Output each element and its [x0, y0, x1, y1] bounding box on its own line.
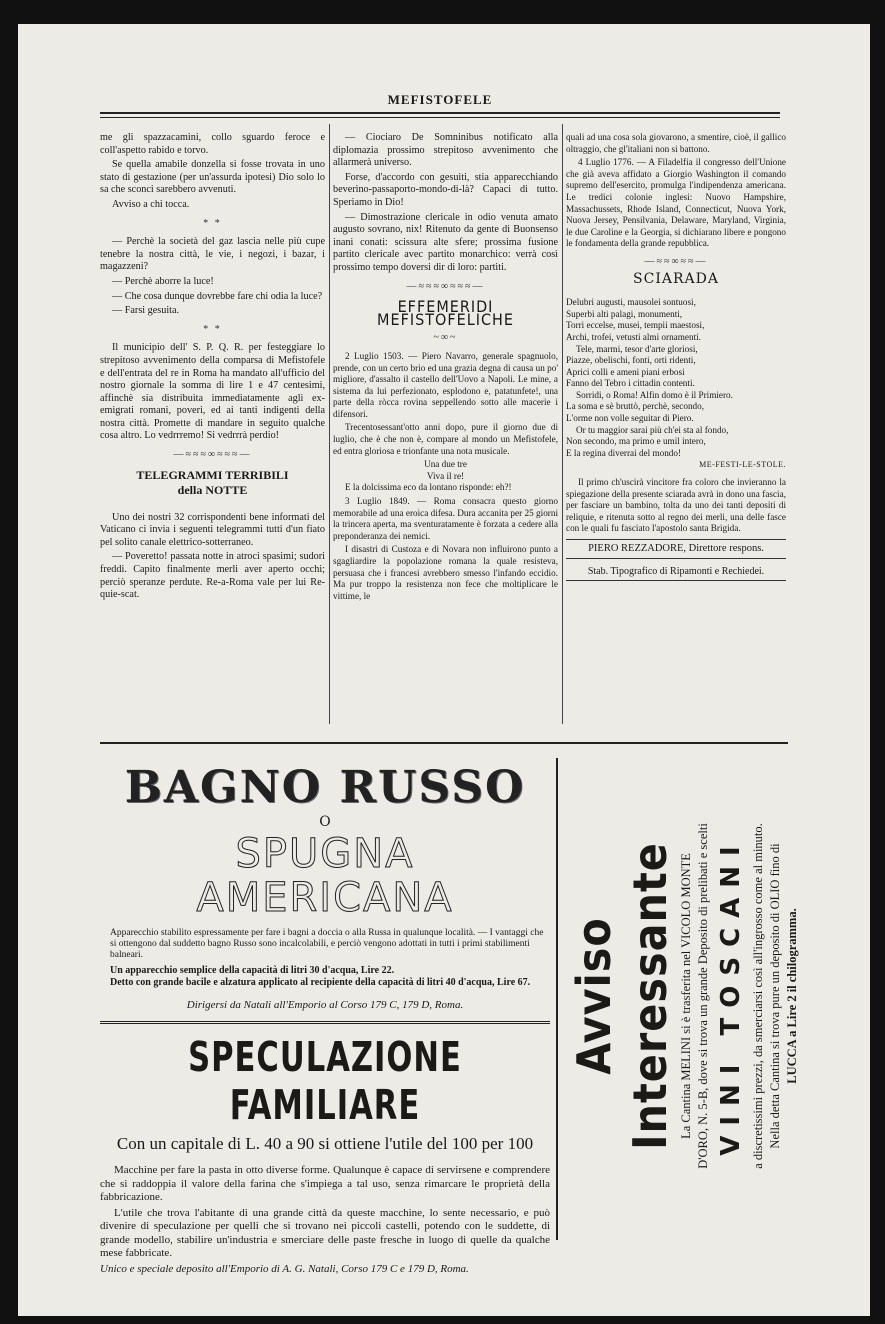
paragraph: — Ciociaro De Somninibus notificato alla diplomazia prossimo strepitoso avvenimento che allarmerà universo. — [333, 132, 558, 169]
ad-avviso-line: LUCCA a Lire 2 il chilogramma. — [785, 908, 799, 1084]
paragraph: — Poveretto! passata notte in atroci spasimi; sudori freddi. Capito finalmente merli aver aperto occhi; perciò speranze perdute. Re-a-Roma vale per lui Re-quie-scat. — [100, 551, 325, 601]
paragraph: — Che cosa dunque dovrebbe fare chi odia la luce? — [112, 290, 323, 302]
column-1 — [100, 132, 325, 604]
verse-line: Viva il re! — [426, 470, 465, 481]
poem-line: Tele, marmi, tesor d'arte gloriosi, — [576, 343, 698, 354]
ad-spec-subtitle: Con un capitale di L. 40 a 90 si ottiene l'utile del 100 per 100 — [116, 1134, 534, 1153]
ad-bagno-title: BAGNO RUSSO — [124, 762, 526, 813]
ad-bagno-subtitle: SPUGNA AMERICANA — [196, 831, 454, 921]
section-title-line: TELEGRAMMI TERRIBILI — [136, 467, 289, 482]
advertisements-left — [100, 750, 550, 1278]
column-2 — [333, 132, 558, 604]
paragraph: Macchine per fare la pasta in otto diverse forme. Qualunque è capace di servirsene e comprendere che si raddoppia il valore della farina che s'impiega a tal uso, senza rimarcare le proprietà della fabbricazione. — [100, 1164, 550, 1203]
paragraph: — Perchè aborre la luce! — [112, 275, 214, 287]
ads-divider — [100, 742, 788, 744]
paragraph: — Farsi gesuita. — [112, 305, 180, 317]
paragraph: — Dimostrazione clericale in odio venuta amato augusto sovrano, nix! Ritenuto da gente di Buonsenso inani conati: scissura alte sfere; prossima fusione partito clericale avec partito monarchico: verrà così prossimo tempo doversi dir di loro: partiti. — [333, 211, 558, 273]
paragraph: 2 Luglio 1503. — Piero Navarro, generale spagnuolo, prende, con un certo brio ed una grazia degna di causa un po' migliore, d'assalto il castello dell'Uovo a Napoli. Le mine, a sistema da lui perfezionato, esplodono e, patatunfete!, una parte della ròcca rovina seppellendo sotto alle macerie i difensori. — [333, 350, 558, 419]
ad-avviso-line: Nella detta Cantina si trova pure un deposito di OLIO fino di — [768, 843, 782, 1149]
paragraph: E la dolcissima eco da lontano risponde: eh?! — [345, 482, 512, 493]
paragraph: quali ad una cosa sola giovarono, a smentire, cioè, il gallico oltraggio, che gl'italiani non si battono. — [566, 132, 786, 154]
ad-bagno-contact: Dirigersi da Natali all'Emporio al Corso 179 C, 179 D, Roma. — [186, 999, 464, 1011]
paragraph: me gli spazzacamini, collo sguardo feroce e coll'aspetto rabido e torvo. — [100, 132, 325, 156]
column-divider — [562, 124, 563, 724]
ad-avviso-line: a discretissimi prezzi, da smerciarsi così all'ingrosso come al minuto. — [751, 823, 765, 1169]
ad-bagno-description: Apparecchio stabilito espressamente per fare i bagni a doccia o alla Russa in qualunque località. — I vantaggi che si ottengono dal suddetto bagno Russo sono incalcolabili, e perciò vengono adottati in tutti i primi stabilimenti balneari. — [110, 928, 544, 960]
ephemerides — [333, 351, 558, 602]
ornament-divider: —≈≈≈∞≈≈≈— — [173, 449, 252, 461]
poem-line: Non secondo, ma primo e umil intero, — [566, 436, 706, 447]
poem — [566, 297, 786, 459]
section-title: SCIARADA — [633, 270, 719, 287]
paragraph: Il primo ch'uscirà vincitore fra coloro che invieranno la spiegazione della presente sciarada avrà in dono una fascia, per fasciare un bambino, tolta da uno dei tanti depositi di reliquie, e ritenuta sotto al regno dei merli, una delle fasce con le quali fu fasciato l'apostolo santa Brigida. — [566, 477, 786, 534]
header-rule — [100, 112, 780, 114]
poem-line: Superbi alti palagi, monumenti, — [566, 308, 683, 319]
paragraph: Il municipio dell' S. P. Q. R. per festeggiare lo strepitoso avvenimento della comparsa di Mefistofele e dell'entrata del re in Roma ha mandato all'ufficio del nostro giornale la somma di lire 1 e 47 centesimi, affinchè sia distribuita immediatamente agli ex-emigrati romani, poveri, ed ai tanti indigenti della nostra città. Promette di mandare in seguito qualche cosa altro. Lo vedrrremo! Si vedrrrà perdio! — [100, 342, 325, 442]
poem-line: Torri eccelse, musei, tempii maestosi, — [566, 320, 705, 331]
ad-avviso-brand: VINI TOSCANI — [716, 836, 746, 1156]
ad-spec-title: SPECULAZIONE FAMILIARE — [188, 1034, 462, 1130]
section-title-line: della NOTTE — [177, 482, 248, 497]
advertisement-avviso — [562, 752, 799, 1240]
ad-bagno-price-2: Detto con grande bacile e alzatura applicato al recipiente della capacità di litri 40 d'acqua, Lire 67. — [110, 977, 531, 988]
poem-line: La soma e sè bruttò, perchè, secondo, — [566, 401, 705, 412]
ads-vertical-divider — [556, 758, 558, 1240]
paragraph: 4 Luglio 1776. — A Filadelfia il congresso dell'Unione che già aveva affidato a Giorgio Washington il comando supremo dell'esercito, promulga l'indipendenza americana. Le tredici colonie inglesi: Nuovo Hampshire, Massachussets, Rhode Island, Connecticut, Nuova York, Nuova Jersey, Pensilvania, Delaware, Maryland, Virginia, le due Caroline e la Georgia, si dichiarano libere e pongono le fondamenta della grande repubblica. — [566, 157, 786, 249]
ad-bagno-price-1: Un apparecchio semplice della capacità di litri 30 d'acqua, Lire 22. — [110, 965, 395, 976]
poem-line: L'orme non volle seguitar di Piero. — [566, 413, 694, 424]
ad-divider — [100, 1021, 550, 1024]
stars-separator: * * — [203, 217, 222, 229]
paragraph: Avviso a chi tocca. — [112, 198, 190, 210]
poem-line: Or tu maggior sarai più ch'ei sta al fondo, — [576, 424, 729, 435]
section-title: EFFEMERIDI MEFISTOFELICHE — [377, 297, 514, 329]
paragraph: Trecentosessant'otto anni dopo, pure il giorno due di luglio, che è che non è, compare al mondo un Mefistofele, ed entra gloriosa e trionfante una nota musicale. — [333, 422, 558, 456]
paragraph: I disastri di Custoza e di Novara non influirono punto a sgagliardire la popolazione romana la quale resisteva, persuasa che i francesi avrebbero smesso l'infando eccidio. Ma pur troppo la resistenza non fece che moltiplicare le vittime, le — [333, 544, 558, 601]
ad-spec-contact: Unico e speciale deposito all'Emporio di A. G. Natali, Corso 179 C e 179 D, Roma. — [100, 1262, 469, 1275]
director-credit: PIERO REZZADORE, Direttore respons. — [566, 539, 786, 559]
verse-line: Una due tre — [424, 459, 467, 470]
paragraph: Uno dei nostri 32 corrispondenti bene informati del Vaticano ci invia i seguenti telegrammi tutti d'un fiato pel solito canale elettrico-sotterraneo. — [100, 511, 325, 548]
page-header: MEFISTOFELE — [387, 92, 493, 107]
poem-line: Sorridi, o Roma! Alfin domo è il Primiero. — [576, 389, 733, 400]
paragraph: L'utile che trova l'abitante di una grande città da queste macchine, lo sente necessario, e può divenire di speculazione per quelli che si trovano nei piccoli castelli, potendo con le suddette, di grande modello, stabilire un'industria e smerciare delle paste fresche in luogo di quelle da qualche mese fabbricate. — [100, 1206, 550, 1259]
poem-line: Aprici colli e ameni piani erbosi — [566, 366, 685, 377]
poem-author: ME-FESTI-LE-STOLE. — [699, 460, 786, 470]
ornament-divider: —≈≈∞≈≈— — [644, 255, 708, 267]
poem-line: Delubri augusti, mausolei sontuosi, — [566, 297, 696, 308]
poem-line: Fanno del Tebro i cittadin contenti. — [566, 378, 695, 389]
paragraph: 3 Luglio 1849. — Roma consacra questo giorno memorabile ad una eroica difesa. Dura accanita per 25 giorni la trincera aperta, ma sventuratamente è forzata a cedere alla preponderanza dei nemici. — [333, 496, 558, 541]
ornament-divider: —≈≈≈∞≈≈≈— — [406, 280, 485, 292]
paragraph: — Perchè la società del gaz lascia nelle più cupe tenebre la nostra città, le vie, i negozi, i bazar, i magazzeni? — [100, 236, 325, 273]
ad-avviso-line: La Cantina MELINI si è trasferita nel VICOLO MONTE — [679, 853, 693, 1139]
ad-avviso-line: D'ORO, N. 5-B, dove si trova un grande Deposito di prelibati e scelti — [696, 823, 710, 1169]
column-divider — [329, 124, 330, 724]
poem-line: E la regina diverrai del mondo! — [566, 447, 682, 458]
poem-line: Archi, trofei, vetusti almi ornamenti. — [566, 331, 701, 342]
paragraph: Forse, d'accordo con gesuiti, stia apparecchiando beverino-passaporto-mondo-di-là? Capaci di tutto. Speriamo in Dio! — [333, 171, 558, 208]
section-title — [100, 468, 325, 498]
printer-credit: Stab. Tipografico di Ripamonti e Rechiedei. — [566, 563, 786, 582]
stars-separator: * * — [203, 323, 222, 335]
ornament-divider: ~∞~ — [433, 332, 458, 344]
ad-avviso-title: Avviso Interessante — [567, 842, 677, 1150]
header-rule-thin — [100, 117, 780, 118]
column-3 — [566, 132, 786, 581]
rotated-ad-content — [562, 756, 799, 1236]
ad-bagno-o: O — [319, 814, 331, 830]
ad-spec-body — [100, 1164, 550, 1276]
paragraph: Se quella amabile donzella si fosse trovata in uno stato di gestazione (per un'assurda ipotesi) Dio solo lo sa che sconci sarebbero avvenuti. — [100, 159, 325, 196]
poem-line: Piazze, obelischi, fonti, orti ridenti, — [566, 355, 696, 366]
